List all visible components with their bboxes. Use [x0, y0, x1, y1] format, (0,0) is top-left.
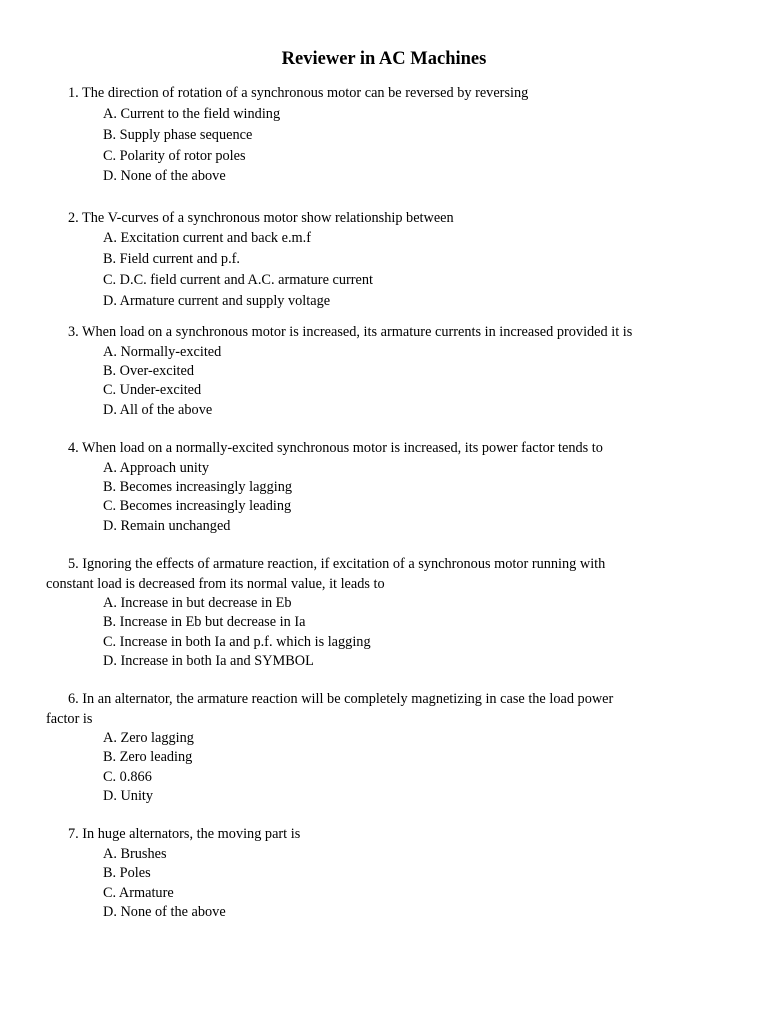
question-5-text-line-2: constant load is decreased from its normal value, it leads to: [46, 576, 385, 592]
question-7-option-d: D. None of the above: [103, 904, 226, 920]
question-6-option-d: D. Unity: [103, 788, 154, 804]
question-1-option-d: D. None of the above: [103, 168, 226, 184]
question-5-text-line-1: 5. Ignoring the effects of armature reaction, if excitation of a synchronous motor running with: [68, 556, 606, 572]
question-6-text-line-2: factor is: [46, 711, 93, 727]
question-7-option-b: B. Poles: [103, 865, 151, 881]
question-3-option-c: C. Under-excited: [103, 382, 202, 398]
question-2-text: 2. The V-curves of a synchronous motor show relationship between: [68, 210, 454, 226]
question-3-option-d: D. All of the above: [103, 402, 213, 418]
question-2-option-a: A. Excitation current and back e.m.f: [103, 230, 312, 246]
question-6-option-a: A. Zero lagging: [103, 730, 194, 746]
question-7-option-c: C. Armature: [103, 885, 174, 901]
question-5-option-a: A. Increase in but decrease in Eb: [103, 595, 292, 611]
question-4-option-a: A. Approach unity: [103, 460, 210, 476]
question-3-option-b: B. Over-excited: [103, 363, 195, 379]
question-6-option-c: C. 0.866: [103, 769, 152, 785]
question-3-option-a: A. Normally-excited: [103, 344, 222, 360]
question-6-text-line-1: 6. In an alternator, the armature reaction will be completely magnetizing in case the load power: [68, 691, 614, 707]
question-2-option-c: C. D.C. field current and A.C. armature current: [103, 272, 373, 288]
question-1-option-b: B. Supply phase sequence: [103, 127, 253, 143]
question-5-option-b: B. Increase in Eb but decrease in Ia: [103, 614, 306, 630]
question-4-text: 4. When load on a normally-excited synchronous motor is increased, its power factor tends to: [68, 440, 603, 456]
question-5-option-d: D. Increase in both Ia and SYMBOL: [103, 653, 314, 669]
question-7-text: 7. In huge alternators, the moving part is: [68, 826, 301, 842]
question-4-option-d: D. Remain unchanged: [103, 518, 231, 534]
question-3-text: 3. When load on a synchronous motor is increased, its armature currents in increased provided it is: [68, 324, 633, 340]
question-4-option-c: C. Becomes increasingly leading: [103, 498, 292, 514]
question-6-option-b: B. Zero leading: [103, 749, 193, 765]
question-5-option-c: C. Increase in both Ia and p.f. which is lagging: [103, 634, 371, 650]
question-4-option-b: B. Becomes increasingly lagging: [103, 479, 292, 495]
question-1-option-c: C. Polarity of rotor poles: [103, 148, 246, 164]
question-1-option-a: A. Current to the field winding: [103, 106, 281, 122]
question-1-text: 1. The direction of rotation of a synchronous motor can be reversed by reversing: [68, 85, 529, 101]
page-title: Reviewer in AC Machines: [281, 49, 487, 69]
question-2-option-d: D. Armature current and supply voltage: [103, 293, 331, 309]
question-7-option-a: A. Brushes: [103, 846, 167, 862]
question-2-option-b: B. Field current and p.f.: [103, 251, 240, 267]
